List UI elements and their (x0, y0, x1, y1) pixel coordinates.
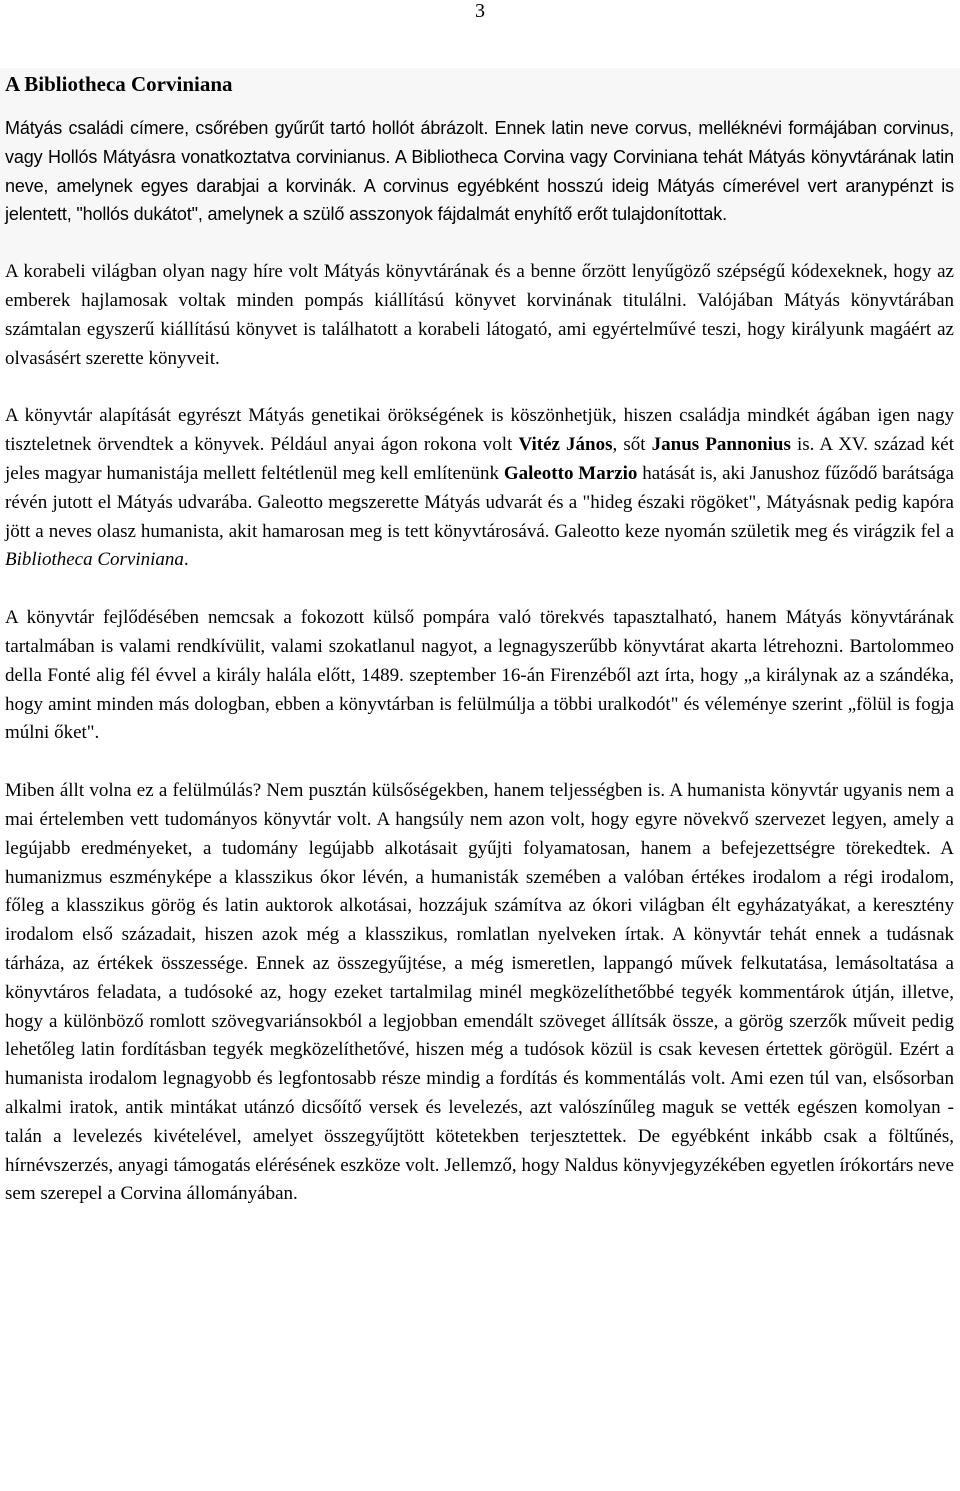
page-title: A Bibliotheca Corviniana (5, 72, 233, 96)
paragraph-intro: Mátyás családi címere, csőrében gyűrűt tartó hollót ábrázolt. Ennek latin neve corvus, melléknévi formájában corvinus, vagy Hollós Mátyásra vonatkoztatva corvinianus. A Bibliotheca Corvina vagy Corviniana tehát Mátyás könyvtárának latin neve, amelynek egyes darabjai a korvinák. A corvinus egyébként hosszú ideig Mátyás címerével vert aranypénzt is jelentett, "hollós dukátot", amelynek a szülő asszonyok fájdalmát enyhítő erőt tulajdonítottak. (5, 118, 954, 225)
italic-bibliotheca-corviniana: Bibliotheca Corviniana (5, 549, 184, 571)
founding-text-1: A könyvtár alapítását egyrészt Mátyás genetikai örökségének is köszönhetjük, hiszen családja mindkét ágában igen nagy tiszteletnek örvendtek a könyvek. Például anyai ágon rokona volt (5, 405, 954, 456)
page-number: 3 (475, 0, 485, 22)
name-janus-pannonius: Janus Pannonius (651, 434, 791, 456)
name-vitez-janos: Vitéz János (518, 434, 613, 456)
paragraph-gap (5, 373, 954, 402)
name-galeotto-marzio: Galeotto Marzio (503, 462, 638, 484)
paragraph-gap (5, 229, 954, 258)
founding-text-2: , sőt (612, 434, 652, 456)
document-body (5, 68, 954, 1209)
paragraph-gap (5, 575, 954, 604)
paragraph-humanist-library: Miben állt volna ez a felülmúlás? Nem pusztán külsőségekben, hanem teljességben is. A humanista könyvtár ugyanis nem a mai értelemben vett tudományos könyvtár volt. A hangsúly nem azon volt, hogy egyre növekvő szervezet legyen, amely a legújabb eredményeket, a tudomány legújabb alkotásait gyűjti folyamatosan, hanem a befejezettségre törekedtek. A humanizmus eszményképe a klasszikus ókor lévén, a humanisták szemében a valóban értékes irodalom a régi irodalom, főleg a klasszikus görög és latin auktorok alkotásai, hozzájuk számítva az ókori világban élt egyházatyákat, a keresztény irodalom első századait, hiszen azok még a klasszikus, romlatlan nyelveken írtak. A könyvtár tehát ennek a tudásnak tárháza, az értékek összessége. Ennek az összegyűjtése, a még ismeretlen, lappangó művek felkutatása, lemásoltatása a könyvtáros feladata, a tudósoké az, hogy ezeket tartalmilag minél megközelíthetőbbé tegyék kommentárok útján, illetve, hogy a különböző romlott szövegvariánsokból a legjobban emendált szöveget állítsák össze, a görög szerzők műveit pedig lehetőleg latin fordításban tegyék megközelíthetővé, hiszen még a tudósok közül is csak kevesen értettek görögül. Ezért a humanista irodalom legnagyobb és legfontosabb része mindig a fordítás és kommentálás volt. Ami ezen túl van, elsősorban alkalmi iratok, antik mintákat utánzó dicsőítő versek és levelezés, azt valószínűleg maguk se vették egészen komolyan - talán a levelezés kivételével, amelyet összegyűjtött kötetekben terjesztettek. De egyébként inkább csak a föltűnés, hírnévszerzés, anyagi támogatás elérésének eszköze volt. Jellemző, hogy Naldus könyvjegyzékében egyetlen írókortárs neve sem szerepel a Corvina állományában. (5, 780, 954, 1205)
paragraph-gap (5, 748, 954, 777)
founding-text-4: hatását is, aki Janushoz fűződő barátsága révén jutott el Mátyás udvarába. Galeotto megszerette Mátyás udvarát és a "hideg északi rögöket", Mátyásnak pedig kapóra jött a neves olasz humanista, akit hamarosan meg is tett könyvtárosává. Galeotto keze nyomán születik meg és virágzik fel a (5, 462, 954, 542)
founding-text-3: is. A XV. század két jeles magyar humanistája mellett feltétlenül meg kell említenünk (5, 434, 954, 484)
paragraph-development: A könyvtár fejlődésében nemcsak a fokozott külső pompára való törekvés tapasztalható, hanem Mátyás könyvtárának tartalmában is valami rendkívülit, valami szokatlanul nagyot, a legnagyszerűbb könyvtárat akarta létrehozni. Bartolommeo della Fonté alig fél évvel a király halála előtt, 1489. szeptember 16-án Firenzéből azt írta, hogy „a királynak az a szándéka, hogy amint minden más dologban, ebben a könyvtárban is felülmúlja a többi uralkodót" és véleménye szerint „fölül is fogja múlni őket". (5, 607, 954, 744)
paragraph-reputation: A korabeli világban olyan nagy híre volt Mátyás könyvtárának és a benne őrzött lenyűgöző szépségű kódexeknek, hogy az emberek hajlamosak voltak minden pompás kiállítású könyvet korvinának titulálni. Valójában Mátyás könyvtárában számtalan egyszerű kiállítású könyvet is találhatott a korabeli látogató, ami egyértelművé teszi, hogy királyunk magáért az olvasásért szerette könyveit. (5, 261, 954, 369)
founding-text-5: . (183, 549, 189, 571)
paragraph-founding (5, 402, 954, 575)
